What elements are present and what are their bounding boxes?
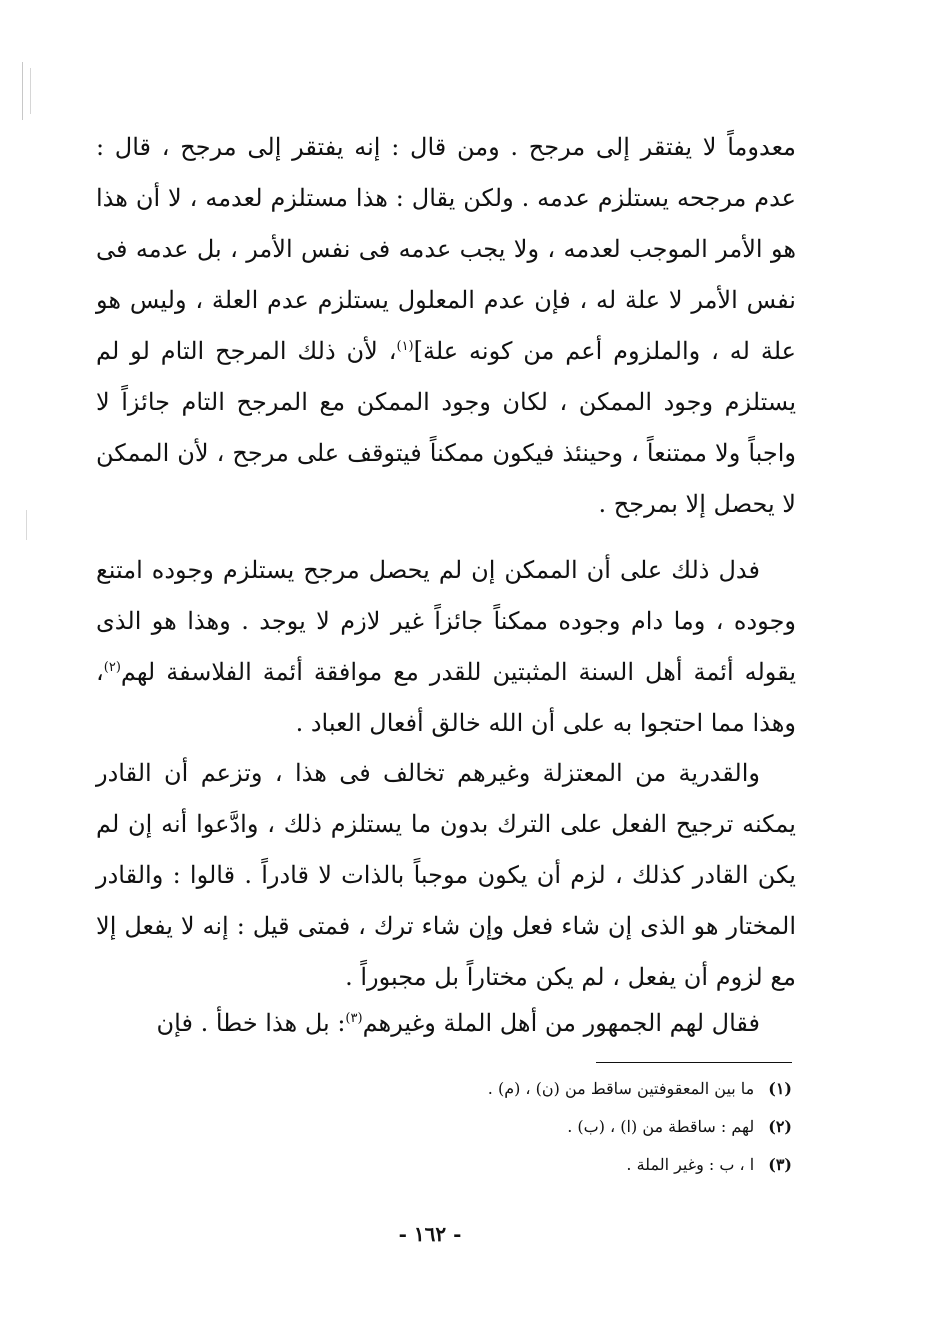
paragraph-3-text: والقدرية من المعتزلة وغيرهم تخالف فى هذا ، وتزعم أن القادر يمكنه ترجيح الفعل على الترك بدون ما يستلزم ذلك ، وادَّعوا أنه إن لم يكن القادر كذلك ، لزم أن يكون موجباً بالذات لا قادراً . قالوا : والقادر المختار هو الذى إن شاء فعل وإن شاء ترك ، فمتى قيل : إنه لا يفعل إلا مع لزوم أن يفعل ، لم يكن مختاراً بل مجبوراً .	[96, 759, 796, 991]
footnote-ref-2: (٢)	[103, 660, 121, 675]
paragraph-2-text: فدل ذلك على أن الممكن إن لم يحصل مرجح يستلزم وجوده امتنع وجوده ، وما دام وجوده ممكناً جائزاً غير لازم لا يوجد . وهذا هو الذى يقوله أئمة أهل السنة المثبتين للقدر مع موافقة أئمة الفلاسفة لهم	[96, 556, 796, 686]
footnote-divider	[596, 1062, 792, 1063]
footnote-text: لهم : ساقطة من (ا) ، (ب) .	[567, 1117, 755, 1136]
paragraph-1-continuation: ، لأن ذلك المرجح التام لو لم يستلزم وجود الممكن ، لكان وجود الممكن مع المرجح التام جائزاً لا واجباً ولا ممتنعاً ، وحينئذ فيكون ممكناً فيتوقف على مرجح ، لأن الممكن لا يحصل إلا بمرجح .	[96, 337, 796, 518]
paragraph-2	[96, 545, 796, 749]
paragraph-1-text: معدوماً لا يفتقر إلى مرجح . ومن قال : إنه يفتقر إلى مرجح ، قال : عدم مرجحه يستلزم عدمه . ولكن يقال : هذا مستلزم لعدمه ، لا أن هذا هو الأمر الموجب لعدمه ، ولا يجب عدمه فى نفس الأمر ، بل عدمه فى نفس الأمر لا علة له ، فإن عدم المعلول يستلزم عدم العلة ، وليس هو علة له ، والملزوم أعم من كونه علة]	[96, 133, 796, 365]
footnotes	[380, 1070, 792, 1184]
scan-artifact	[30, 68, 31, 114]
footnote-number: (٢)	[768, 1117, 792, 1136]
paragraph-4-continuation: : بل هذا خطأ . فإن	[156, 1009, 346, 1037]
scan-artifact	[26, 510, 27, 540]
footnote-text: ا ، ب : وغير الملة .	[626, 1155, 755, 1174]
footnote-text: ما بين المعقوفتين ساقط من (ن) ، (م) .	[487, 1079, 755, 1098]
footnote-1	[380, 1070, 792, 1108]
paragraph-4-text: فقال لهم الجمهور من أهل الملة وغيرهم	[362, 1009, 760, 1037]
footnote-3	[380, 1146, 792, 1184]
footnote-number: (١)	[768, 1079, 792, 1098]
footnote-2	[380, 1108, 792, 1146]
paragraph-3	[96, 748, 796, 1003]
paragraph-2-continuation: ، وهذا مما احتجوا به على أن الله خالق أفعال العباد .	[96, 658, 796, 737]
footnote-number: (٣)	[768, 1155, 792, 1174]
footnote-ref-1: (١)	[396, 339, 414, 354]
scan-artifact	[22, 62, 23, 120]
paragraph-1	[96, 122, 796, 530]
footnote-ref-3: (٣)	[345, 1011, 363, 1026]
page-number: - ١٦٢ -	[398, 1222, 462, 1246]
paragraph-4	[96, 998, 796, 1049]
